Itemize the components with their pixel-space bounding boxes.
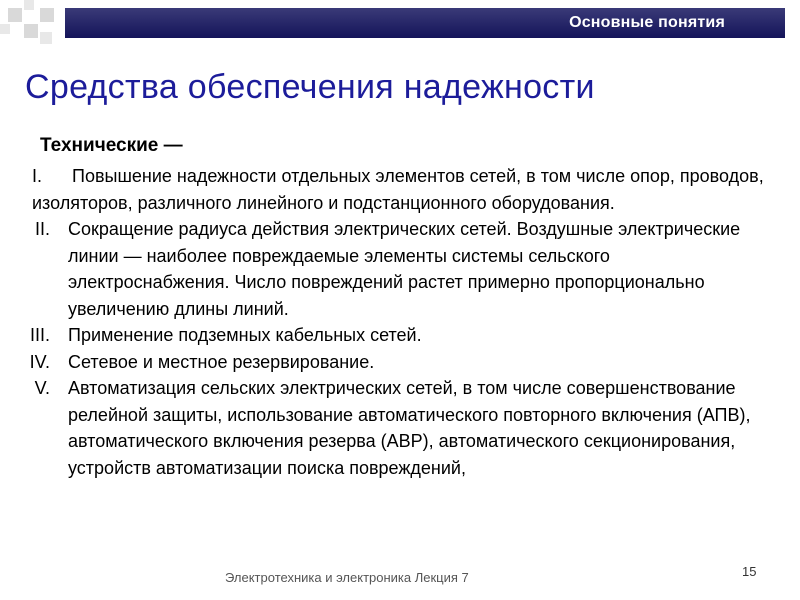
list-item-text: Повышение надежности отдельных элементов сетей, в том числе опор, проводов, изоляторов, различного линейного и подстанционного оборудования. [32, 166, 764, 213]
section-label: Основные понятия [569, 14, 725, 31]
slide-title: Средства обеспечения надежности [25, 68, 595, 106]
deco-square [40, 32, 52, 44]
list-item [20, 322, 770, 349]
list-marker: IV. [29, 351, 50, 372]
list-marker: III. [29, 325, 50, 345]
list-item-text: Применение подземных кабельных сетей. [68, 325, 422, 345]
page-number: 15 [742, 564, 757, 579]
deco-square [0, 24, 10, 34]
list-marker: I. [32, 166, 43, 186]
footer-course: Электротехника и электроника Лекция 7 [225, 570, 469, 585]
list-item [20, 375, 770, 481]
deco-square [24, 0, 34, 10]
list-item-text: Сокращение радиуса действия электрических сетей. Воздушные электрические линии — наиболее повреждаемые элементы системы сельского электроснабжения. Число повреждений растет примерно пропорционально увеличению длины линий. [68, 219, 741, 319]
list-item [20, 349, 770, 376]
deco-square [40, 8, 54, 22]
content-list [20, 163, 770, 481]
section-header-bar [65, 8, 785, 38]
list-item-text: Сетевое и местное резервирование. [68, 351, 375, 372]
list-marker: II. [34, 219, 50, 239]
deco-square [24, 24, 38, 38]
list-item [20, 216, 770, 322]
list-item [20, 163, 770, 216]
list-item-text: Автоматизация сельских электрических сетей, в том числе совершенствование релейной защиты, использование автоматического повторного включения (АПВ), автоматического включения резерва (АВР), автоматического секционирования, устройств автоматизации поиска повреждений, [68, 378, 751, 478]
corner-decoration [0, 0, 60, 48]
list-marker: V. [34, 378, 50, 398]
deco-square [8, 8, 22, 22]
subheading: Технические — [40, 135, 183, 156]
